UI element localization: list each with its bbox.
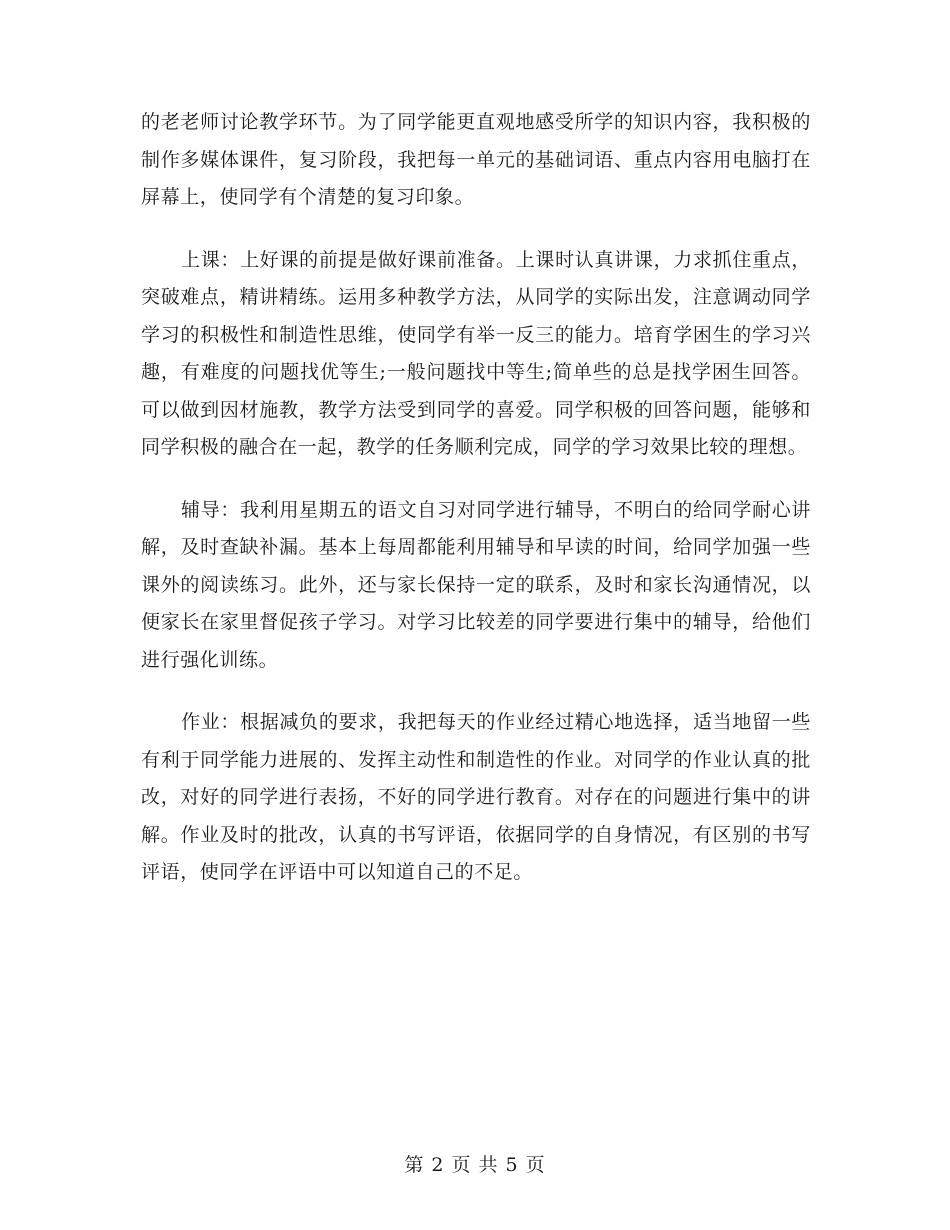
paragraph-continuation: 的老老师讨论教学环节。为了同学能更直观地感受所学的知识内容，我积极的制作多媒体课件，复习阶段，我把每一单元的基础词语、重点内容用电脑打在屏幕上，使同学有个清楚的复习印象。 [141, 111, 811, 208]
document-body [141, 104, 811, 892]
paragraph-homework: 作业：根据减负的要求，我把每天的作业经过精心地选择，适当地留一些有利于同学能力进展的、发挥主动性和制造性的作业。对同学的作业认真的批改，对好的同学进行表扬，不好的同学进行教育。对存在的问题进行集中的讲解。作业及时的批改，认真的书写评语，依据同学的自身情况，有区别的书写评语，使同学在评语中可以知道自己的不足。 [141, 711, 811, 883]
paragraph-class-teaching: 上课：上好课的前提是做好课前准备。上课时认真讲课，力求抓住重点，突破难点，精讲精练。运用多种教学方法，从同学的实际出发，注意调动同学学习的积极性和制造性思维，使同学有举一反三的能力。培育学困生的学习兴趣，有难度的问题找优等生;一般问题找中等生;简单些的总是找学困生回答。可以做到因材施教，教学方法受到同学的喜爱。同学积极的回答问题，能够和同学积极的融合在一起，教学的任务顺利完成，同学的学习效果比较的理想。 [141, 248, 811, 458]
page-number-footer: 第 2 页 共 5 页 [404, 1154, 546, 1176]
paragraph-tutoring: 辅导：我利用星期五的语文自习对同学进行辅导，不明白的给同学耐心讲解，及时查缺补漏。基本上每周都能利用辅导和早读的时间，给同学加强一些课外的阅读练习。此外，还与家长保持一定的联系，及时和家长沟通情况，以便家长在家里督促孩子学习。对学习比较差的同学要进行集中的辅导，给他们进行强化训练。 [141, 498, 811, 671]
